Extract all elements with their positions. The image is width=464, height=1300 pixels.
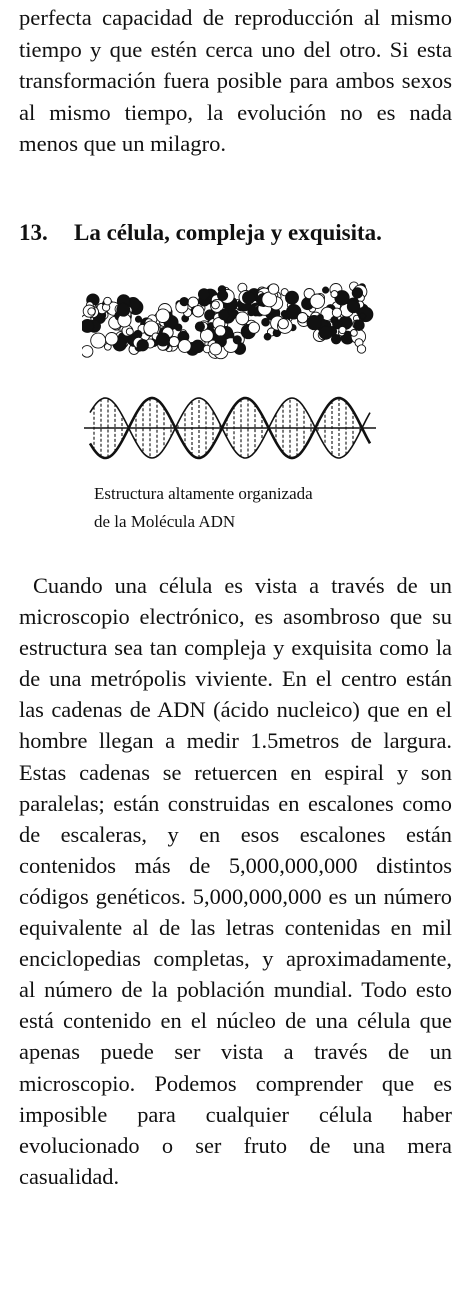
atom-sphere bbox=[88, 308, 95, 315]
section-number: 13. bbox=[19, 220, 48, 245]
atom-sphere bbox=[175, 324, 182, 331]
atom-sphere bbox=[195, 322, 204, 331]
atom-sphere bbox=[297, 313, 307, 323]
main-paragraph-text: Cuando una célula es vista a través de un microscopio electrónico, es asombroso que su estructura sea tan compleja y exquisita como la de una metrópolis viviente. En el centro están las cadenas de ADN (ácido nucleico) que en el hombre llegan a medir 1.5metros de largura. Estas cadenas se retuercen en espiral y son paralelas; están construidas en escalones como de escaleras, y en esos escalones están contenidos más de 5,000,000,000 distintos códigos genéticos. 5,000,000,000 es un número equivalente al de las letras contenidas en mil enciclopedias completas, y aproximadamente, al número de la población mundial. Todo esto está contenido en el núcleo de una célula que apenas puede ser vista a través de un microscopio. Podemos comprender que es imposible para cualquier célula haber evolucionado o ser fruto de una mera casualidad. bbox=[19, 573, 452, 1189]
atom-sphere bbox=[248, 309, 255, 316]
atom-sphere bbox=[347, 300, 359, 312]
atom-sphere bbox=[156, 333, 169, 346]
atom-sphere bbox=[178, 340, 191, 353]
atom-sphere bbox=[104, 297, 112, 305]
atom-sphere bbox=[331, 291, 338, 298]
atom-sphere bbox=[105, 333, 118, 346]
atom-sphere bbox=[248, 322, 259, 333]
atom-sphere bbox=[135, 316, 141, 322]
atom-sphere bbox=[310, 294, 324, 308]
atom-sphere bbox=[307, 316, 321, 330]
atom-sphere bbox=[211, 301, 219, 309]
atom-sphere bbox=[91, 333, 106, 348]
atom-sphere bbox=[233, 336, 241, 344]
atom-sphere bbox=[262, 318, 270, 326]
atom-sphere bbox=[354, 320, 364, 330]
atom-sphere bbox=[156, 309, 170, 323]
atom-sphere bbox=[264, 333, 271, 340]
main-paragraph bbox=[19, 570, 452, 1192]
atom-sphere bbox=[198, 289, 209, 300]
atom-sphere bbox=[117, 303, 130, 316]
atom-sphere bbox=[332, 308, 341, 317]
atom-sphere bbox=[210, 343, 222, 355]
atom-sphere bbox=[218, 290, 228, 300]
figure-caption bbox=[94, 480, 434, 536]
atom-sphere bbox=[319, 326, 332, 339]
atom-sphere bbox=[351, 330, 358, 337]
dna-space-filling-model bbox=[82, 282, 373, 359]
section-heading bbox=[19, 218, 459, 248]
atom-sphere bbox=[357, 345, 365, 353]
atom-sphere bbox=[268, 284, 278, 294]
atom-sphere bbox=[286, 291, 299, 304]
atom-sphere bbox=[126, 328, 133, 335]
caption-line-1: Estructura altamente organizada bbox=[94, 484, 313, 503]
atom-sphere bbox=[339, 326, 346, 333]
section-title: La célula, compleja y exquisita. bbox=[74, 220, 382, 245]
atom-sphere bbox=[323, 287, 329, 293]
atom-sphere bbox=[278, 319, 288, 329]
dna-double-helix-ribbon bbox=[84, 398, 376, 458]
atom-sphere bbox=[352, 288, 362, 298]
atom-sphere bbox=[201, 329, 214, 342]
intro-paragraph: perfecta capacidad de reproducción al mismo tiempo y que estén cerca uno del otro. Si esta transformación fuera posible para ambos sexos al mismo tiempo, la evolución no es nada menos que un milagro. bbox=[19, 5, 452, 156]
atom-sphere bbox=[82, 319, 94, 332]
atom-sphere bbox=[180, 297, 188, 305]
atom-sphere bbox=[219, 310, 229, 320]
atom-sphere bbox=[193, 306, 204, 317]
atom-sphere bbox=[360, 313, 366, 319]
dna-figure bbox=[82, 272, 382, 480]
atom-sphere bbox=[236, 312, 249, 325]
atom-sphere bbox=[215, 326, 226, 337]
atom-sphere bbox=[243, 292, 255, 304]
caption-line-2: de la Molécula ADN bbox=[94, 512, 236, 531]
atom-sphere bbox=[192, 340, 205, 353]
atom-sphere bbox=[137, 340, 148, 351]
dna-molecule-illustration bbox=[82, 272, 382, 480]
atom-sphere bbox=[82, 346, 93, 358]
